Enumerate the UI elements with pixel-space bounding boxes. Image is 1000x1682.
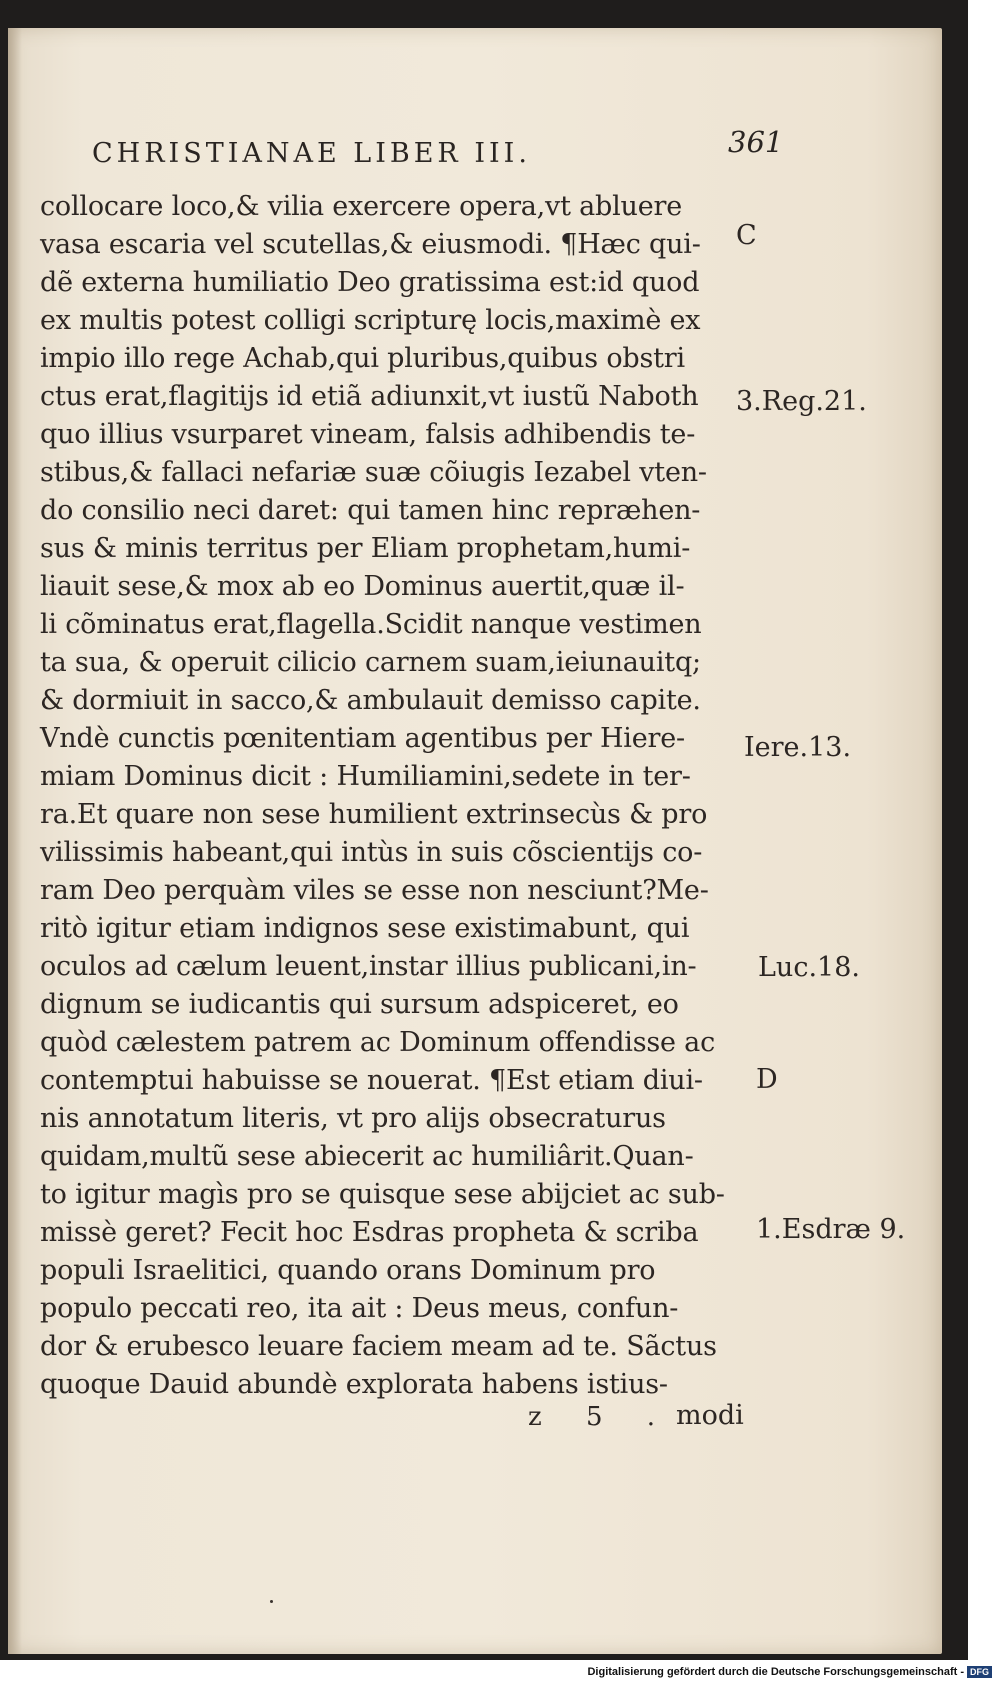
text-line: impio illo rege Achab,qui pluribus,quibus obstri bbox=[40, 343, 685, 374]
text-line: populo peccati reo, ita ait : Deus meus, confun- bbox=[40, 1293, 679, 1324]
running-head: CHRISTIANAE LIBER III. bbox=[92, 138, 531, 169]
ink-speck bbox=[270, 1600, 273, 1603]
text-line: dor & erubesco leuare faciem meam ad te. Sãctus bbox=[40, 1331, 717, 1362]
text-line: collocare loco,& vilia exercere opera,vt abluere bbox=[40, 191, 683, 222]
text-line: quo illius vsurparet vineam, falsis adhibendis te- bbox=[40, 419, 696, 450]
text-line: ra.Et quare non sese humilient extrinsecùs & pro bbox=[40, 799, 708, 830]
dfg-logo: DFG bbox=[967, 1666, 992, 1678]
digitization-credit-text: Digitalisierung gefördert durch die Deutsche Forschungsgemeinschaft - bbox=[587, 1666, 964, 1678]
page-gutter bbox=[8, 28, 22, 1654]
margin-section-letter: D bbox=[756, 1064, 778, 1095]
text-line: ritò igitur etiam indignos sese existimabunt, qui bbox=[40, 913, 690, 944]
digitization-credit bbox=[587, 1666, 992, 1678]
text-line: vilissimis habeant,qui intùs in suis cõscientijs co- bbox=[40, 837, 703, 868]
text-line: oculos ad cælum leuent,instar illius publicani,in- bbox=[40, 951, 697, 982]
text-line: & dormiuit in sacco,& ambulauit demisso capite. bbox=[40, 685, 701, 716]
margin-reference: 1.Esdræ 9. bbox=[756, 1214, 906, 1245]
text-line: quidam,multũ sese abiecerit ac humiliârit.Quan- bbox=[40, 1141, 694, 1172]
text-line: miam Dominus dicit : Humiliamini,sedete in ter- bbox=[40, 761, 691, 792]
text-line: missè geret? Fecit hoc Esdras propheta & scriba bbox=[40, 1217, 699, 1248]
text-line: do consilio neci daret: qui tamen hinc repræhen- bbox=[40, 495, 701, 526]
margin-section-letter: C bbox=[736, 220, 757, 251]
text-line: ex multis potest colligi scripturę locis,maximè ex bbox=[40, 305, 701, 336]
text-line: ram Deo perquàm viles se esse non nesciunt?Me- bbox=[40, 875, 709, 906]
text-line: liauit sese,& mox ab eo Dominus auertit,quæ il- bbox=[40, 571, 685, 602]
catchword: modi bbox=[676, 1400, 744, 1431]
text-line: ctus erat,flagitijs id etiã adiunxit,vt iustũ Naboth bbox=[40, 381, 699, 412]
signature-mark: z 5 . bbox=[528, 1402, 674, 1432]
text-line: dẽ externa humiliatio Deo gratissima est:id quod bbox=[40, 267, 700, 298]
text-line: vasa escaria vel scutellas,& eiusmodi. ¶Hæc qui- bbox=[40, 229, 701, 260]
text-line: ta sua, & operuit cilicio carnem suam,ieiunauitq; bbox=[40, 647, 701, 678]
text-line: dignum se iudicantis qui sursum adspiceret, eo bbox=[40, 989, 679, 1020]
text-line: nis annotatum literis, vt pro alijs obsecraturus bbox=[40, 1103, 666, 1134]
text-line: quòd cælestem patrem ac Dominum offendisse ac bbox=[40, 1027, 716, 1058]
text-line: Vndè cunctis pœnitentiam agentibus per Hiere- bbox=[40, 723, 685, 754]
text-block bbox=[40, 188, 725, 1404]
margin-reference: Luc.18. bbox=[758, 952, 860, 983]
text-line: sus & minis territus per Eliam prophetam,humi- bbox=[40, 533, 691, 564]
text-line: quoque Dauid abundè explorata habens istius- bbox=[40, 1369, 668, 1400]
text-line: li cõminatus erat,flagella.Scidit nanque vestimen bbox=[40, 609, 702, 640]
margin-reference: 3.Reg.21. bbox=[736, 386, 867, 417]
text-line: populi Israelitici, quando orans Dominum pro bbox=[40, 1255, 656, 1286]
margin-reference: Iere.13. bbox=[744, 732, 852, 763]
text-line: to igitur magìs pro se quisque sese abijciet ac sub- bbox=[40, 1179, 725, 1210]
text-line: stibus,& fallaci nefariæ suæ cõiugis Iezabel vten- bbox=[40, 457, 707, 488]
text-line: contemptui habuisse se nouerat. ¶Est etiam diui- bbox=[40, 1065, 703, 1096]
page-number: 361 bbox=[728, 125, 784, 159]
